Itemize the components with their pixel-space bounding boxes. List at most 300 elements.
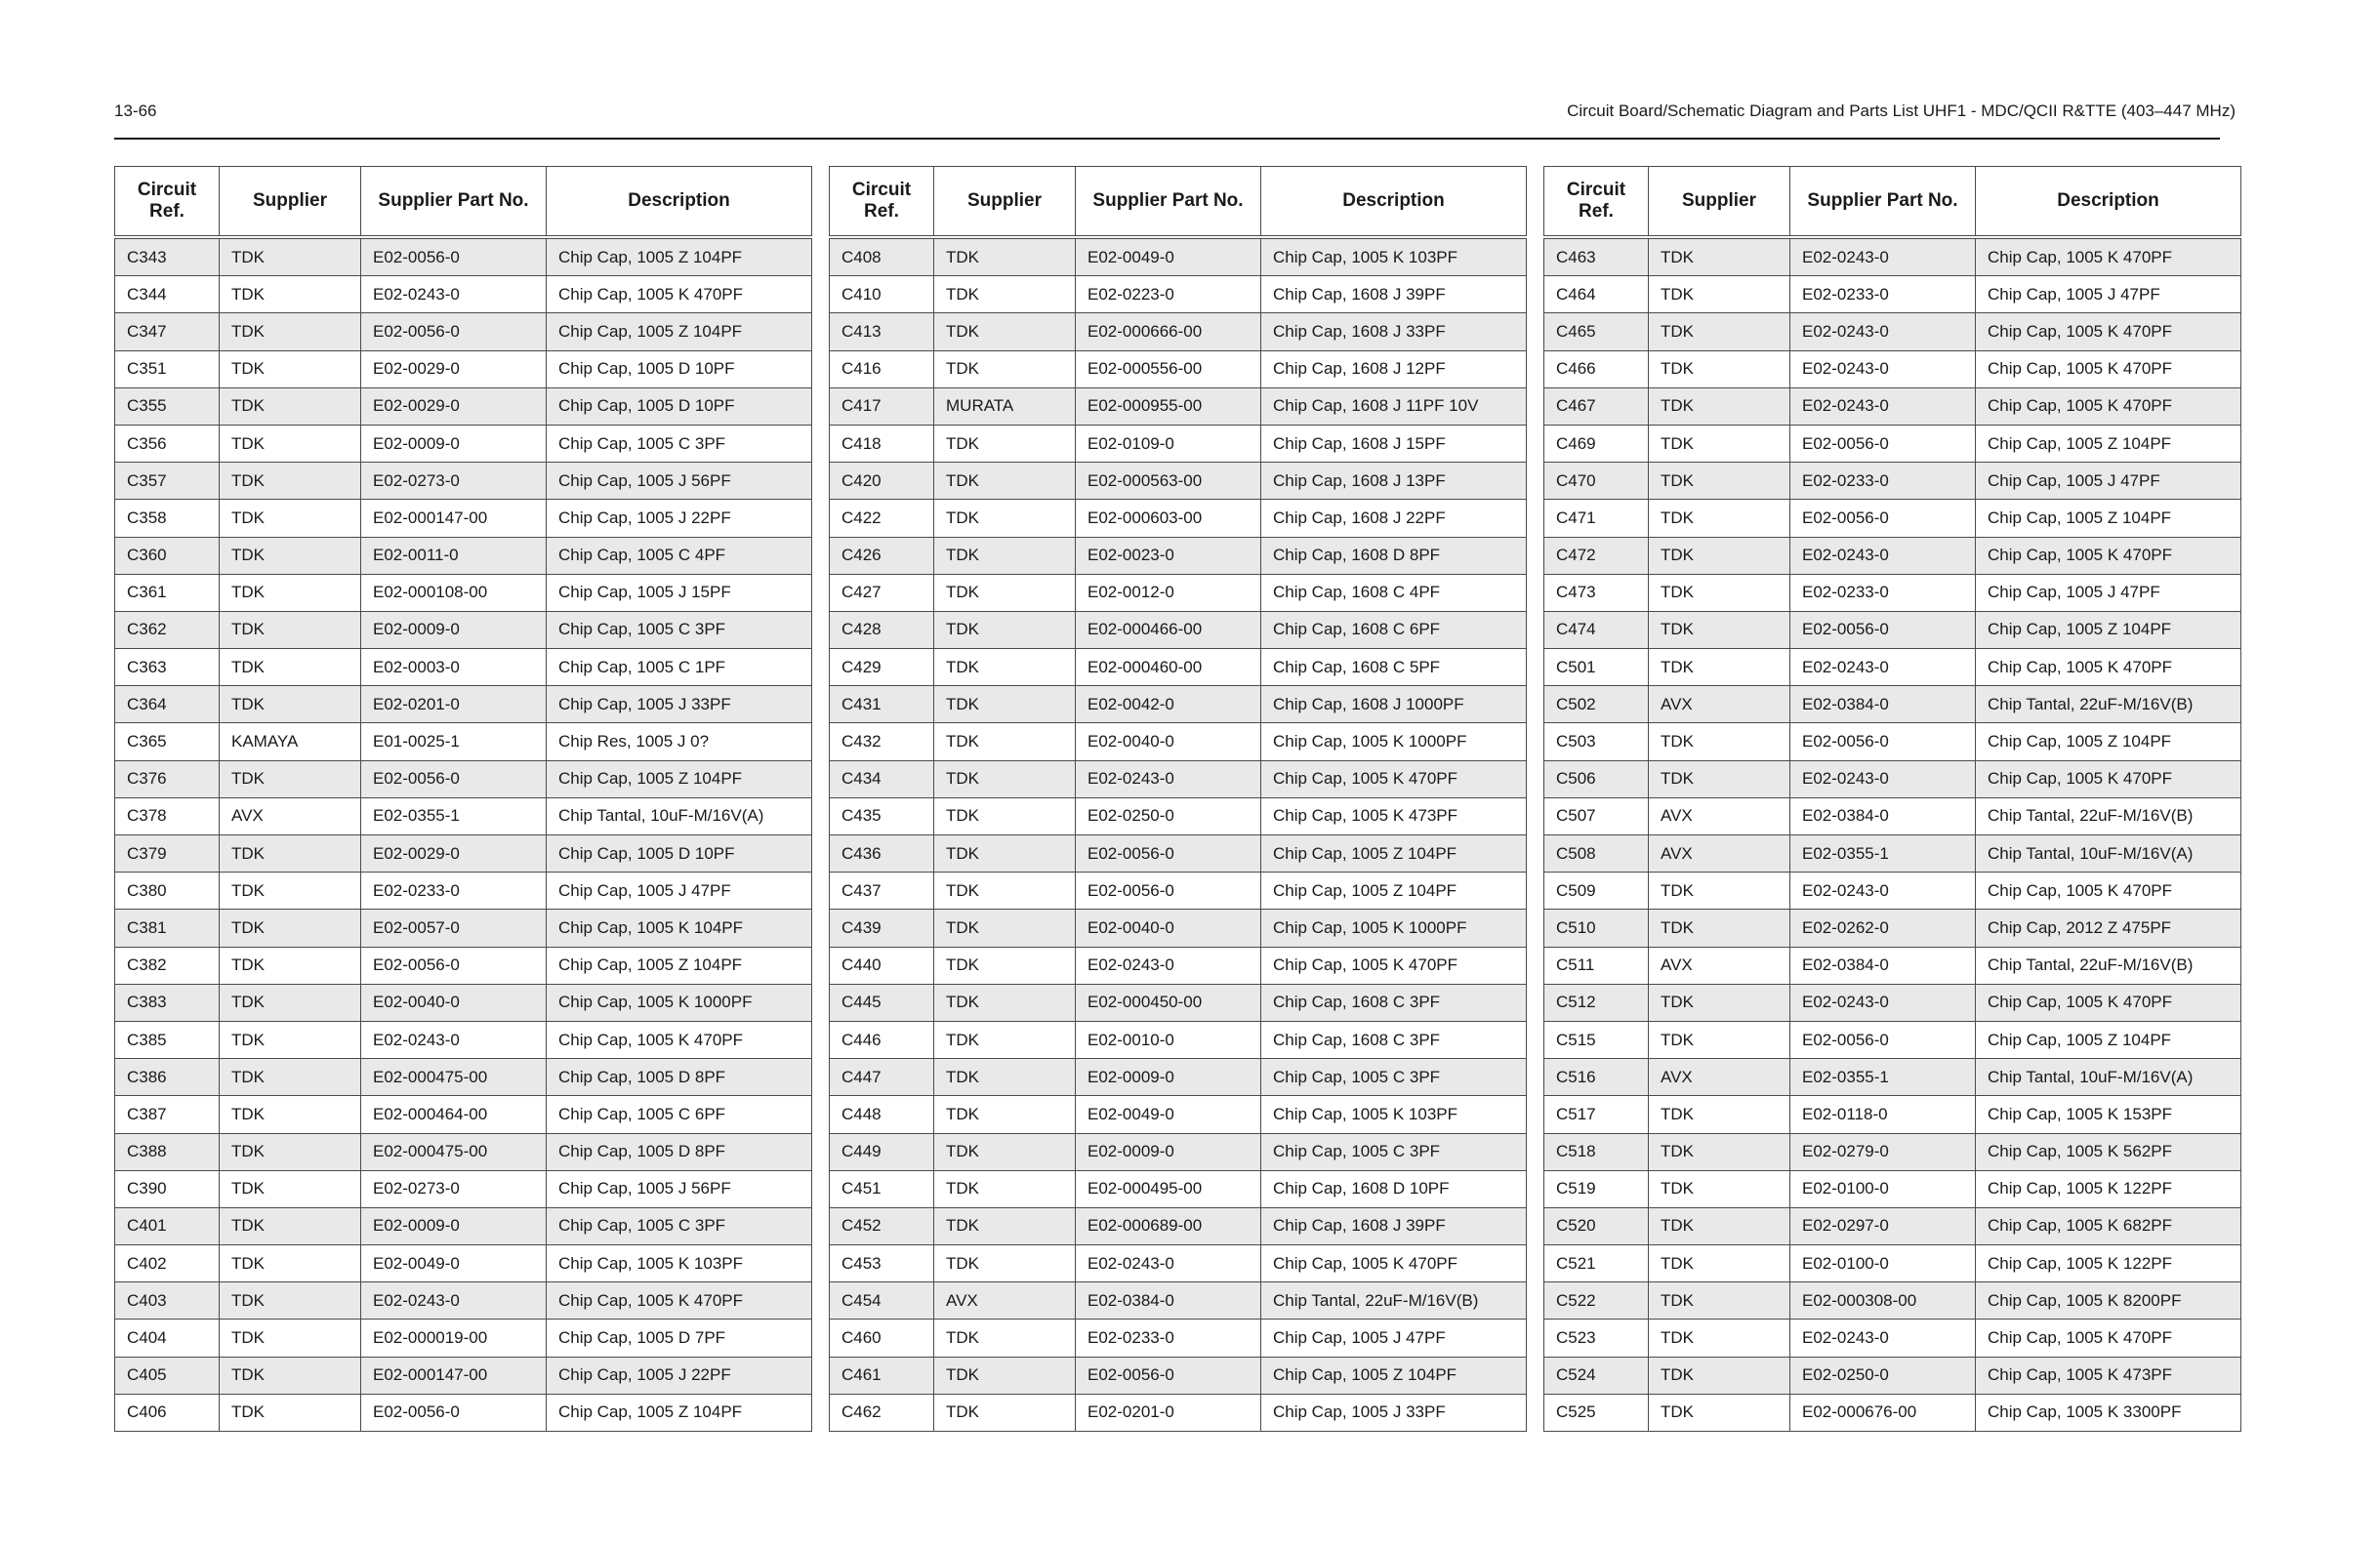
cell-supplier-part-no: E02-0056-0 (1790, 611, 1976, 648)
cell-supplier-part-no: E02-0243-0 (1790, 387, 1976, 425)
cell-supplier-part-no: E02-0042-0 (1076, 686, 1261, 723)
cell-circuit-ref: C471 (1544, 500, 1649, 537)
cell-supplier: TDK (220, 1357, 361, 1394)
cell-supplier: TDK (934, 350, 1076, 387)
table-row (115, 1245, 812, 1282)
cell-circuit-ref: C473 (1544, 574, 1649, 611)
cell-description: Chip Cap, 1005 Z 104PF (547, 313, 812, 350)
cell-supplier-part-no: E02-0056-0 (1076, 835, 1261, 873)
table-row (830, 425, 1527, 462)
cell-supplier-part-no: E02-0056-0 (1790, 425, 1976, 462)
cell-supplier-part-no: E02-000603-00 (1076, 500, 1261, 537)
cell-supplier: AVX (1649, 686, 1790, 723)
cell-supplier: TDK (220, 984, 361, 1021)
cell-circuit-ref: C426 (830, 537, 934, 574)
cell-circuit-ref: C509 (1544, 873, 1649, 910)
cell-supplier-part-no: E02-0118-0 (1790, 1096, 1976, 1133)
cell-supplier: TDK (1649, 611, 1790, 648)
table-row (1544, 1394, 2241, 1431)
cell-description: Chip Cap, 1005 D 8PF (547, 1133, 812, 1170)
cell-supplier-part-no: E02-0049-0 (1076, 1096, 1261, 1133)
cell-description: Chip Cap, 1005 K 1000PF (1261, 723, 1527, 760)
table-row (115, 873, 812, 910)
cell-supplier: TDK (220, 686, 361, 723)
cell-supplier: TDK (934, 463, 1076, 500)
cell-circuit-ref: C517 (1544, 1096, 1649, 1133)
cell-supplier-part-no: E02-000666-00 (1076, 313, 1261, 350)
cell-description: Chip Cap, 1005 K 470PF (1976, 387, 2241, 425)
cell-supplier: AVX (1649, 947, 1790, 984)
table-row (830, 1282, 1527, 1320)
table-row (1544, 835, 2241, 873)
cell-description: Chip Cap, 1005 K 153PF (1976, 1096, 2241, 1133)
cell-circuit-ref: C449 (830, 1133, 934, 1170)
cell-supplier: TDK (1649, 984, 1790, 1021)
table-row (1544, 910, 2241, 947)
cell-supplier: TDK (1649, 760, 1790, 797)
cell-supplier: TDK (934, 1170, 1076, 1207)
header-description: Description (1261, 167, 1527, 238)
cell-supplier-part-no: E02-0056-0 (361, 760, 547, 797)
table-row (1544, 947, 2241, 984)
cell-circuit-ref: C525 (1544, 1394, 1649, 1431)
table-row (115, 537, 812, 574)
cell-supplier: TDK (1649, 910, 1790, 947)
table-row (1544, 797, 2241, 834)
cell-supplier: TDK (220, 1282, 361, 1320)
cell-circuit-ref: C427 (830, 574, 934, 611)
cell-supplier: TDK (220, 1021, 361, 1058)
table-row (1544, 686, 2241, 723)
cell-description: Chip Cap, 1005 K 1000PF (1261, 910, 1527, 947)
cell-supplier-part-no: E02-0040-0 (1076, 723, 1261, 760)
cell-circuit-ref: C464 (1544, 276, 1649, 313)
cell-supplier: TDK (220, 237, 361, 276)
cell-description: Chip Cap, 1608 D 10PF (1261, 1170, 1527, 1207)
cell-supplier-part-no: E02-0250-0 (1076, 797, 1261, 834)
cell-supplier: TDK (1649, 537, 1790, 574)
table-row (830, 1320, 1527, 1357)
cell-circuit-ref: C357 (115, 463, 220, 500)
cell-supplier: TDK (220, 463, 361, 500)
cell-supplier-part-no: E02-0009-0 (361, 1207, 547, 1244)
cell-supplier: TDK (934, 947, 1076, 984)
cell-description: Chip Cap, 1005 D 10PF (547, 387, 812, 425)
cell-supplier: TDK (1649, 1320, 1790, 1357)
table-row (1544, 574, 2241, 611)
table-row (115, 835, 812, 873)
table-row (1544, 760, 2241, 797)
parts-table-2 (829, 166, 1527, 1432)
cell-supplier: TDK (934, 1320, 1076, 1357)
cell-circuit-ref: C376 (115, 760, 220, 797)
cell-circuit-ref: C515 (1544, 1021, 1649, 1058)
cell-supplier: TDK (934, 1357, 1076, 1394)
cell-circuit-ref: C440 (830, 947, 934, 984)
cell-description: Chip Cap, 1608 J 33PF (1261, 313, 1527, 350)
table-row (830, 835, 1527, 873)
cell-supplier-part-no: E02-0355-1 (1790, 1059, 1976, 1096)
cell-supplier: TDK (1649, 276, 1790, 313)
header-supplier: Supplier (220, 167, 361, 238)
header-description: Description (547, 167, 812, 238)
table-row (1544, 723, 2241, 760)
cell-supplier-part-no: E02-0012-0 (1076, 574, 1261, 611)
cell-circuit-ref: C364 (115, 686, 220, 723)
table-row (1544, 1207, 2241, 1244)
table-row (115, 276, 812, 313)
cell-circuit-ref: C462 (830, 1394, 934, 1431)
cell-circuit-ref: C510 (1544, 910, 1649, 947)
table-row (1544, 237, 2241, 276)
table-row (1544, 1059, 2241, 1096)
header-circuit-ref: Circuit Ref. (1544, 167, 1649, 238)
cell-supplier: TDK (220, 873, 361, 910)
header-rule (114, 138, 2220, 140)
cell-description: Chip Cap, 1608 D 8PF (1261, 537, 1527, 574)
cell-description: Chip Cap, 1005 K 470PF (547, 1282, 812, 1320)
table-row (1544, 1357, 2241, 1394)
cell-circuit-ref: C363 (115, 649, 220, 686)
cell-description: Chip Cap, 1005 K 470PF (1976, 984, 2241, 1021)
cell-description: Chip Cap, 1005 J 22PF (547, 500, 812, 537)
cell-supplier-part-no: E02-0056-0 (1790, 1021, 1976, 1058)
cell-supplier: TDK (934, 313, 1076, 350)
table-row (830, 1357, 1527, 1394)
cell-supplier: TDK (1649, 1207, 1790, 1244)
cell-supplier: TDK (934, 835, 1076, 873)
table-row (115, 910, 812, 947)
table-row (1544, 1245, 2241, 1282)
cell-supplier-part-no: E02-000019-00 (361, 1320, 547, 1357)
cell-supplier-part-no: E02-000689-00 (1076, 1207, 1261, 1244)
cell-supplier-part-no: E02-0243-0 (361, 276, 547, 313)
table-row (830, 500, 1527, 537)
cell-circuit-ref: C356 (115, 425, 220, 462)
cell-description: Chip Cap, 1005 J 22PF (547, 1357, 812, 1394)
table-row (830, 760, 1527, 797)
cell-supplier: TDK (934, 723, 1076, 760)
cell-circuit-ref: C344 (115, 276, 220, 313)
cell-supplier-part-no: E02-000495-00 (1076, 1170, 1261, 1207)
cell-circuit-ref: C351 (115, 350, 220, 387)
header-supplier-part-no: Supplier Part No. (361, 167, 547, 238)
cell-circuit-ref: C502 (1544, 686, 1649, 723)
cell-supplier-part-no: E02-0009-0 (1076, 1059, 1261, 1096)
table-row (1544, 313, 2241, 350)
table-row (115, 387, 812, 425)
cell-description: Chip Cap, 1608 J 13PF (1261, 463, 1527, 500)
cell-circuit-ref: C418 (830, 425, 934, 462)
cell-description: Chip Cap, 1005 D 10PF (547, 835, 812, 873)
header-supplier-part-no: Supplier Part No. (1076, 167, 1261, 238)
table-row (830, 537, 1527, 574)
cell-supplier-part-no: E02-0201-0 (1076, 1394, 1261, 1431)
cell-circuit-ref: C403 (115, 1282, 220, 1320)
cell-supplier-part-no: E02-000563-00 (1076, 463, 1261, 500)
cell-supplier: TDK (220, 611, 361, 648)
cell-description: Chip Cap, 1005 K 104PF (547, 910, 812, 947)
cell-supplier-part-no: E02-0003-0 (361, 649, 547, 686)
table-header-row (830, 167, 1527, 238)
cell-supplier-part-no: E02-0029-0 (361, 835, 547, 873)
cell-supplier: TDK (1649, 723, 1790, 760)
cell-supplier: TDK (1649, 1245, 1790, 1282)
cell-description: Chip Cap, 1608 J 22PF (1261, 500, 1527, 537)
cell-supplier-part-no: E02-0243-0 (1790, 237, 1976, 276)
table-row (115, 1170, 812, 1207)
cell-supplier: AVX (1649, 1059, 1790, 1096)
table-row (1544, 463, 2241, 500)
cell-supplier: TDK (934, 1021, 1076, 1058)
table-row (1544, 1096, 2241, 1133)
cell-description: Chip Tantal, 10uF-M/16V(A) (547, 797, 812, 834)
cell-circuit-ref: C420 (830, 463, 934, 500)
cell-supplier-part-no: E02-0243-0 (1790, 649, 1976, 686)
table-row (1544, 350, 2241, 387)
cell-description: Chip Cap, 1005 J 47PF (1261, 1320, 1527, 1357)
cell-description: Chip Tantal, 22uF-M/16V(B) (1976, 686, 2241, 723)
cell-description: Chip Cap, 1005 D 7PF (547, 1320, 812, 1357)
cell-circuit-ref: C501 (1544, 649, 1649, 686)
cell-description: Chip Cap, 1005 C 4PF (547, 537, 812, 574)
cell-circuit-ref: C417 (830, 387, 934, 425)
page-number: 13-66 (114, 102, 157, 120)
cell-supplier-part-no: E02-0009-0 (361, 611, 547, 648)
cell-supplier: TDK (220, 835, 361, 873)
cell-supplier: TDK (220, 313, 361, 350)
table-row (830, 1133, 1527, 1170)
cell-circuit-ref: C379 (115, 835, 220, 873)
table-row (830, 276, 1527, 313)
cell-description: Chip Cap, 1608 J 39PF (1261, 276, 1527, 313)
cell-supplier: TDK (1649, 649, 1790, 686)
cell-supplier: TDK (220, 1096, 361, 1133)
cell-supplier: TDK (934, 574, 1076, 611)
table-row (115, 686, 812, 723)
cell-supplier-part-no: E02-0250-0 (1790, 1357, 1976, 1394)
table-row (115, 1133, 812, 1170)
cell-supplier: TDK (220, 350, 361, 387)
cell-supplier-part-no: E02-0384-0 (1790, 686, 1976, 723)
header-circuit-ref: Circuit Ref. (115, 167, 220, 238)
cell-description: Chip Cap, 1005 J 56PF (547, 1170, 812, 1207)
cell-circuit-ref: C435 (830, 797, 934, 834)
cell-description: Chip Cap, 1005 Z 104PF (1976, 1021, 2241, 1058)
cell-supplier-part-no: E02-0056-0 (1790, 500, 1976, 537)
cell-supplier: TDK (934, 611, 1076, 648)
table-row (830, 1096, 1527, 1133)
cell-supplier-part-no: E02-000464-00 (361, 1096, 547, 1133)
cell-supplier: TDK (934, 500, 1076, 537)
cell-description: Chip Cap, 1005 Z 104PF (1976, 425, 2241, 462)
cell-description: Chip Cap, 1005 Z 104PF (547, 760, 812, 797)
cell-description: Chip Cap, 1005 Z 104PF (1976, 611, 2241, 648)
cell-description: Chip Cap, 1608 J 1000PF (1261, 686, 1527, 723)
cell-circuit-ref: C422 (830, 500, 934, 537)
cell-circuit-ref: C439 (830, 910, 934, 947)
table-row (1544, 276, 2241, 313)
cell-supplier: TDK (934, 760, 1076, 797)
cell-supplier: TDK (220, 387, 361, 425)
cell-circuit-ref: C520 (1544, 1207, 1649, 1244)
cell-supplier-part-no: E02-0057-0 (361, 910, 547, 947)
cell-supplier: TDK (1649, 1357, 1790, 1394)
cell-description: Chip Cap, 1005 K 103PF (547, 1245, 812, 1282)
header-description: Description (1976, 167, 2241, 238)
cell-circuit-ref: C405 (115, 1357, 220, 1394)
cell-supplier-part-no: E02-000108-00 (361, 574, 547, 611)
cell-description: Chip Cap, 1005 K 470PF (1261, 1245, 1527, 1282)
table-row (115, 500, 812, 537)
table-row (830, 947, 1527, 984)
table-row (1544, 387, 2241, 425)
cell-supplier: TDK (1649, 873, 1790, 910)
cell-circuit-ref: C347 (115, 313, 220, 350)
cell-supplier: TDK (220, 425, 361, 462)
cell-circuit-ref: C465 (1544, 313, 1649, 350)
cell-circuit-ref: C461 (830, 1357, 934, 1394)
cell-supplier: TDK (934, 1394, 1076, 1431)
cell-supplier-part-no: E02-0262-0 (1790, 910, 1976, 947)
cell-supplier: TDK (934, 873, 1076, 910)
table-row (830, 463, 1527, 500)
table-row (830, 1021, 1527, 1058)
cell-circuit-ref: C466 (1544, 350, 1649, 387)
cell-circuit-ref: C521 (1544, 1245, 1649, 1282)
cell-circuit-ref: C522 (1544, 1282, 1649, 1320)
table-row (115, 1394, 812, 1431)
cell-circuit-ref: C453 (830, 1245, 934, 1282)
cell-supplier-part-no: E02-0056-0 (361, 1394, 547, 1431)
cell-circuit-ref: C508 (1544, 835, 1649, 873)
cell-description: Chip Cap, 1608 C 4PF (1261, 574, 1527, 611)
cell-description: Chip Cap, 1005 J 47PF (1976, 463, 2241, 500)
cell-description: Chip Cap, 1608 C 3PF (1261, 984, 1527, 1021)
table-row (830, 873, 1527, 910)
cell-supplier: TDK (1649, 1096, 1790, 1133)
cell-circuit-ref: C519 (1544, 1170, 1649, 1207)
cell-description: Chip Cap, 1005 J 47PF (1976, 276, 2241, 313)
table-row (115, 313, 812, 350)
cell-description: Chip Cap, 1608 J 39PF (1261, 1207, 1527, 1244)
cell-circuit-ref: C506 (1544, 760, 1649, 797)
cell-supplier-part-no: E02-0243-0 (1790, 313, 1976, 350)
cell-supplier-part-no: E02-0233-0 (361, 873, 547, 910)
cell-supplier-part-no: E02-0009-0 (361, 425, 547, 462)
cell-description: Chip Cap, 1005 Z 104PF (1261, 835, 1527, 873)
cell-supplier-part-no: E02-0273-0 (361, 1170, 547, 1207)
cell-description: Chip Cap, 1005 K 1000PF (547, 984, 812, 1021)
cell-circuit-ref: C382 (115, 947, 220, 984)
cell-supplier-part-no: E02-0297-0 (1790, 1207, 1976, 1244)
cell-supplier-part-no: E02-000676-00 (1790, 1394, 1976, 1431)
cell-supplier: TDK (1649, 463, 1790, 500)
table-row (1544, 873, 2241, 910)
cell-supplier-part-no: E02-0243-0 (361, 1282, 547, 1320)
cell-description: Chip Cap, 1005 J 15PF (547, 574, 812, 611)
cell-circuit-ref: C388 (115, 1133, 220, 1170)
cell-description: Chip Cap, 1005 Z 104PF (547, 237, 812, 276)
cell-supplier: TDK (220, 947, 361, 984)
cell-circuit-ref: C385 (115, 1021, 220, 1058)
cell-circuit-ref: C378 (115, 797, 220, 834)
cell-supplier: TDK (934, 425, 1076, 462)
cell-circuit-ref: C452 (830, 1207, 934, 1244)
cell-supplier: TDK (220, 760, 361, 797)
cell-description: Chip Cap, 1005 J 33PF (547, 686, 812, 723)
cell-description: Chip Cap, 1005 K 122PF (1976, 1245, 2241, 1282)
cell-supplier: TDK (220, 1133, 361, 1170)
cell-circuit-ref: C429 (830, 649, 934, 686)
cell-description: Chip Cap, 1005 Z 104PF (1261, 1357, 1527, 1394)
cell-supplier: TDK (220, 500, 361, 537)
cell-circuit-ref: C410 (830, 276, 934, 313)
cell-circuit-ref: C381 (115, 910, 220, 947)
cell-supplier-part-no: E02-000466-00 (1076, 611, 1261, 648)
cell-description: Chip Tantal, 22uF-M/16V(B) (1976, 947, 2241, 984)
cell-description: Chip Cap, 1005 K 3300PF (1976, 1394, 2241, 1431)
cell-supplier-part-no: E02-0384-0 (1076, 1282, 1261, 1320)
cell-supplier-part-no: E02-0056-0 (1790, 723, 1976, 760)
cell-circuit-ref: C518 (1544, 1133, 1649, 1170)
cell-circuit-ref: C474 (1544, 611, 1649, 648)
cell-supplier-part-no: E02-0243-0 (1790, 760, 1976, 797)
cell-description: Chip Cap, 1608 C 5PF (1261, 649, 1527, 686)
cell-supplier-part-no: E02-000147-00 (361, 1357, 547, 1394)
table-row (115, 574, 812, 611)
cell-supplier: TDK (1649, 1282, 1790, 1320)
cell-supplier-part-no: E02-000460-00 (1076, 649, 1261, 686)
cell-circuit-ref: C416 (830, 350, 934, 387)
cell-circuit-ref: C512 (1544, 984, 1649, 1021)
cell-description: Chip Cap, 1005 C 3PF (1261, 1133, 1527, 1170)
cell-supplier: TDK (1649, 1170, 1790, 1207)
cell-description: Chip Cap, 1005 C 1PF (547, 649, 812, 686)
table-header-row (1544, 167, 2241, 238)
table-row (830, 237, 1527, 276)
cell-description: Chip Tantal, 22uF-M/16V(B) (1976, 797, 2241, 834)
cell-description: Chip Cap, 1005 K 473PF (1976, 1357, 2241, 1394)
cell-supplier-part-no: E02-0355-1 (1790, 835, 1976, 873)
cell-circuit-ref: C524 (1544, 1357, 1649, 1394)
table-row (830, 350, 1527, 387)
header-supplier-part-no: Supplier Part No. (1790, 167, 1976, 238)
cell-description: Chip Cap, 1005 K 470PF (1261, 760, 1527, 797)
cell-circuit-ref: C511 (1544, 947, 1649, 984)
cell-circuit-ref: C413 (830, 313, 934, 350)
table-row (115, 350, 812, 387)
cell-supplier: TDK (934, 1096, 1076, 1133)
table-row (830, 686, 1527, 723)
cell-supplier: TDK (934, 1207, 1076, 1244)
cell-circuit-ref: C380 (115, 873, 220, 910)
cell-supplier: TDK (1649, 1394, 1790, 1431)
cell-supplier: TDK (1649, 387, 1790, 425)
cell-supplier-part-no: E02-0010-0 (1076, 1021, 1261, 1058)
cell-description: Chip Cap, 1005 Z 104PF (1976, 723, 2241, 760)
table-row (115, 797, 812, 834)
table-row (115, 649, 812, 686)
cell-supplier: TDK (220, 1059, 361, 1096)
cell-supplier-part-no: E02-0243-0 (1790, 873, 1976, 910)
table-row (1544, 500, 2241, 537)
cell-supplier-part-no: E02-0049-0 (1076, 237, 1261, 276)
cell-supplier: MURATA (934, 387, 1076, 425)
table-row (830, 984, 1527, 1021)
cell-circuit-ref: C460 (830, 1320, 934, 1357)
cell-supplier: TDK (220, 537, 361, 574)
